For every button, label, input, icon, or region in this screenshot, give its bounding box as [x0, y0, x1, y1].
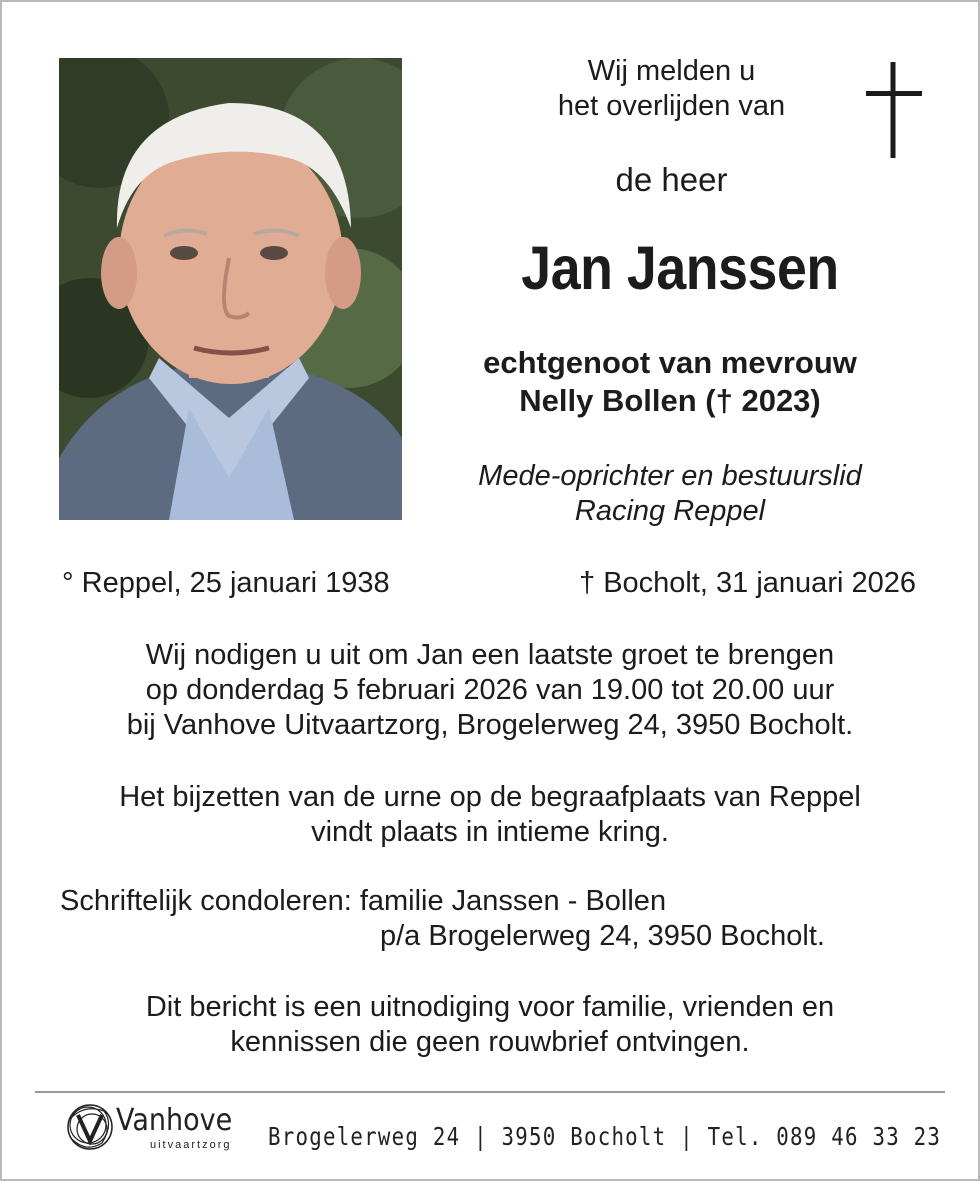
burial-line-1: Het bijzetten van de urne op de begraafplaats van Reppel — [119, 781, 861, 813]
footer-divider — [35, 1091, 945, 1093]
spouse-line-1: echtgenoot van mevrouw — [483, 345, 857, 380]
logo-name: Vanhove — [116, 1103, 233, 1138]
spouse-info — [430, 344, 910, 420]
portrait-illustration — [59, 58, 402, 520]
notice-paragraph — [40, 990, 940, 1060]
intro-line-1: Wij melden u — [587, 55, 756, 87]
visitation-line-2: op donderdag 5 februari 2026 van 19.00 tot 20.00 uur — [145, 674, 835, 706]
notice-line-1: Dit bericht is een uitnodiging voor familie, vrienden en — [145, 991, 835, 1023]
portrait-photo — [59, 58, 402, 520]
death-date: † Bocholt, 31 januari 2026 — [579, 567, 916, 599]
visitation-line-1: Wij nodigen u uit om Jan een laatste groet te brengen — [145, 639, 835, 671]
condolence-line-2: p/a Brogelerweg 24, 3950 Bocholt. — [380, 920, 825, 952]
vanhove-logo-icon — [64, 1099, 116, 1155]
visitation-paragraph — [40, 638, 940, 743]
birth-date: ° Reppel, 25 januari 1938 — [62, 567, 390, 599]
role-info — [430, 459, 910, 529]
intro-text — [500, 54, 843, 124]
intro-line-2: het overlijden van — [557, 90, 786, 122]
footer-address: Brogelerweg 24 | 3950 Bocholt | Tel. 089 46 33 23 — [268, 1122, 942, 1151]
burial-line-2: vindt plaats in intieme kring. — [311, 816, 669, 848]
burial-paragraph — [40, 780, 940, 850]
condolence-paragraph — [60, 884, 825, 954]
deceased-name: Jan Janssen — [521, 234, 839, 302]
condolence-line-1: Schriftelijk condoleren: familie Janssen - Bollen — [60, 885, 667, 917]
role-line-2: Racing Reppel — [574, 495, 766, 527]
spouse-line-2: Nelly Bollen († 2023) — [519, 383, 821, 418]
notice-line-2: kennissen die geen rouwbrief ontvingen. — [230, 1026, 750, 1058]
honorific: de heer — [615, 161, 728, 198]
logo-subtitle: uitvaartzorg — [150, 1139, 232, 1151]
cross-icon — [866, 62, 922, 158]
role-line-1: Mede-oprichter en bestuurslid — [478, 460, 862, 492]
visitation-line-3: bij Vanhove Uitvaartzorg, Brogelerweg 24, 3950 Bocholt. — [126, 709, 854, 741]
vanhove-logo — [64, 1099, 254, 1157]
